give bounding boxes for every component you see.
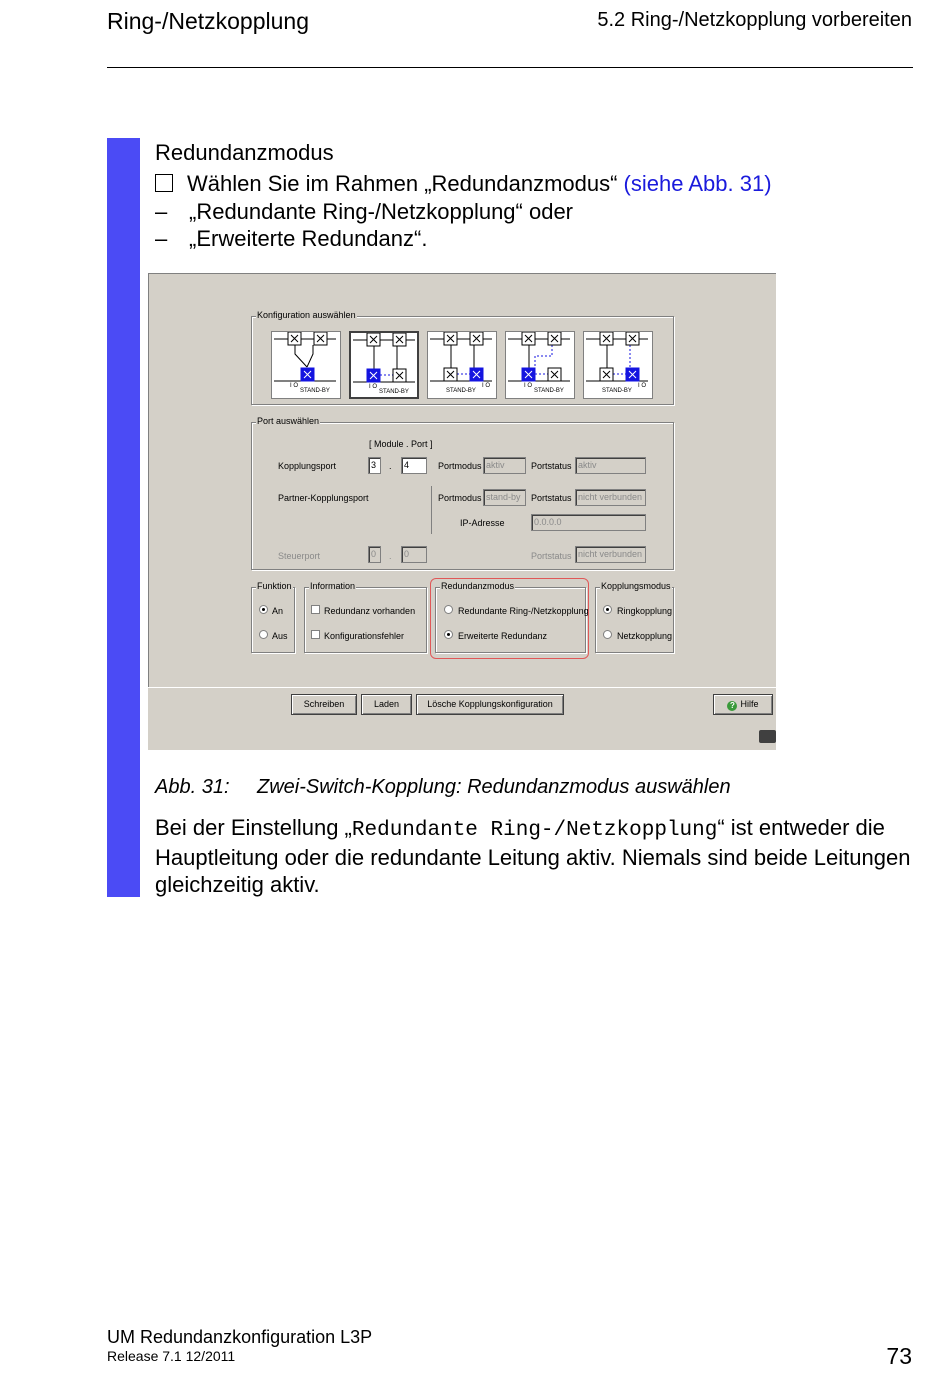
topology-tile[interactable] — [427, 331, 497, 399]
redundancy-present-checkbox[interactable] — [311, 605, 320, 614]
tile-standby-label: STAND-BY — [446, 388, 476, 394]
function-group — [251, 581, 295, 653]
checkbox-icon — [155, 174, 173, 192]
config-error-checkbox[interactable] — [311, 630, 320, 639]
instruction — [155, 170, 772, 197]
portstatus-field: aktiv — [575, 457, 646, 474]
setting-name: Redundante Ring-/Netzkopplung — [351, 819, 718, 842]
load-button[interactable]: Laden — [361, 694, 412, 715]
tile-led-label: I O — [638, 383, 647, 389]
control-status-field: nicht verbunden — [575, 546, 646, 563]
figure-caption — [155, 776, 731, 799]
instruction-text: Wählen Sie im Rahmen „Redundanzmodus“ — [187, 171, 624, 196]
tile-standby-label: STAND-BY — [379, 389, 409, 395]
network-coupling-radio[interactable] — [603, 630, 612, 639]
section-title-header: 5.2 Ring-/Netzkopplung vorbereiten — [597, 9, 912, 31]
coupling-module-input[interactable]: 3 — [368, 457, 381, 474]
control-module-field: 0 — [368, 546, 381, 563]
divider — [431, 486, 432, 534]
body-paragraph: Bei der Einstellung „Redundante Ring-/Netzkopplung“ ist entweder die Hauptleitung oder die redundante Leitung aktiv. Niemals sind beide Leitungen gleichzeitig aktiv. — [155, 815, 911, 897]
partner-portmode-label: Portmodus — [438, 493, 482, 503]
figure-reference-link[interactable]: (siehe Abb. 31) — [623, 171, 772, 196]
separator: . — [389, 461, 392, 471]
header-rule — [107, 67, 913, 68]
config-error-label: Konfigurationsfehler — [324, 631, 405, 641]
coupling-port-label: Kopplungsport — [278, 461, 337, 471]
figure-number: Abb. 31: — [155, 776, 230, 798]
group-title: Information — [310, 581, 356, 591]
topology-tile[interactable] — [505, 331, 575, 399]
partner-portstatus-field: nicht verbunden — [575, 489, 646, 506]
help-icon: ? — [727, 701, 737, 711]
accent-bar — [107, 138, 140, 897]
separator: . — [389, 551, 392, 561]
portstatus-label: Portstatus — [531, 461, 572, 471]
tile-standby-label: STAND-BY — [534, 388, 564, 394]
topology-tile[interactable] — [583, 331, 653, 399]
info-group — [304, 581, 427, 653]
ip-address-field: 0.0.0.0 — [531, 514, 646, 531]
redundant-ring-coupling-label: Redundante Ring-/Netzkopplung — [458, 606, 589, 616]
option-item: – „Redundante Ring-/Netzkopplung“ oder — [155, 199, 574, 224]
group-title: Konfiguration auswählen — [257, 310, 356, 320]
function-on-label: An — [272, 606, 284, 616]
partner-portstatus-label: Portstatus — [531, 493, 572, 503]
write-button[interactable]: Schreiben — [291, 694, 357, 715]
topology-tile[interactable] — [271, 331, 341, 399]
footer-release: Release 7.1 12/2011 — [107, 1348, 236, 1364]
subsection-title: Redundanzmodus — [155, 140, 334, 165]
network-coupling-label: Netzkopplung — [617, 631, 673, 641]
coupling-mode-group — [595, 581, 674, 653]
group-title: Redundanzmodus — [441, 581, 515, 591]
tile-led-label: I O — [482, 383, 491, 389]
redundancy-present-label: Redundanz vorhanden — [324, 606, 416, 616]
control-port-label: Steuerport — [278, 551, 321, 561]
figure-caption-text: Zwei-Switch-Kopplung: Redundanzmodus auswählen — [257, 776, 731, 798]
ip-address-label: IP-Adresse — [460, 518, 505, 528]
group-title: Kopplungsmodus — [601, 581, 671, 591]
config-panel — [148, 273, 776, 687]
partner-port-label: Partner-Kopplungsport — [278, 493, 369, 503]
portmode-label: Portmodus — [438, 461, 482, 471]
group-title: Port auswählen — [257, 416, 320, 426]
chapter-title: Ring-/Netzkopplung — [107, 8, 310, 34]
function-on-radio[interactable] — [259, 605, 268, 614]
help-button-label: Hilfe — [740, 699, 759, 709]
tile-led-label: I O — [524, 383, 533, 389]
tile-led-label: I O — [369, 384, 378, 390]
tile-led-label: I O — [290, 383, 299, 389]
option-item: – „Erweiterte Redundanz“. — [155, 226, 428, 251]
highlight-frame — [430, 578, 589, 659]
tile-standby-label: STAND-BY — [602, 388, 632, 394]
footer-document-title: UM Redundanzkonfiguration L3P — [107, 1327, 373, 1347]
status-indicator-icon — [759, 730, 776, 743]
page-number: 73 — [886, 1343, 912, 1369]
control-status-label: Portstatus — [531, 551, 572, 561]
tile-standby-label: STAND-BY — [300, 388, 330, 394]
function-off-radio[interactable] — [259, 630, 268, 639]
topology-tile[interactable] — [349, 331, 419, 399]
button-bar — [148, 687, 776, 750]
ring-coupling-radio[interactable] — [603, 605, 612, 614]
partner-portmode-field: stand-by — [483, 489, 526, 506]
extended-redundancy-label: Erweiterte Redundanz — [458, 631, 548, 641]
help-button[interactable] — [713, 694, 773, 715]
function-off-label: Aus — [272, 631, 288, 641]
module-port-label: [ Module . Port ] — [369, 439, 433, 449]
portmode-field: aktiv — [483, 457, 526, 474]
screenshot-figure — [148, 273, 776, 750]
delete-coupling-config-button[interactable]: Lösche Kopplungskonfiguration — [416, 694, 564, 715]
group-title: Funktion — [257, 581, 292, 591]
coupling-port-input[interactable]: 4 — [401, 457, 427, 474]
control-port-field: 0 — [401, 546, 427, 563]
ring-coupling-label: Ringkopplung — [617, 606, 673, 616]
